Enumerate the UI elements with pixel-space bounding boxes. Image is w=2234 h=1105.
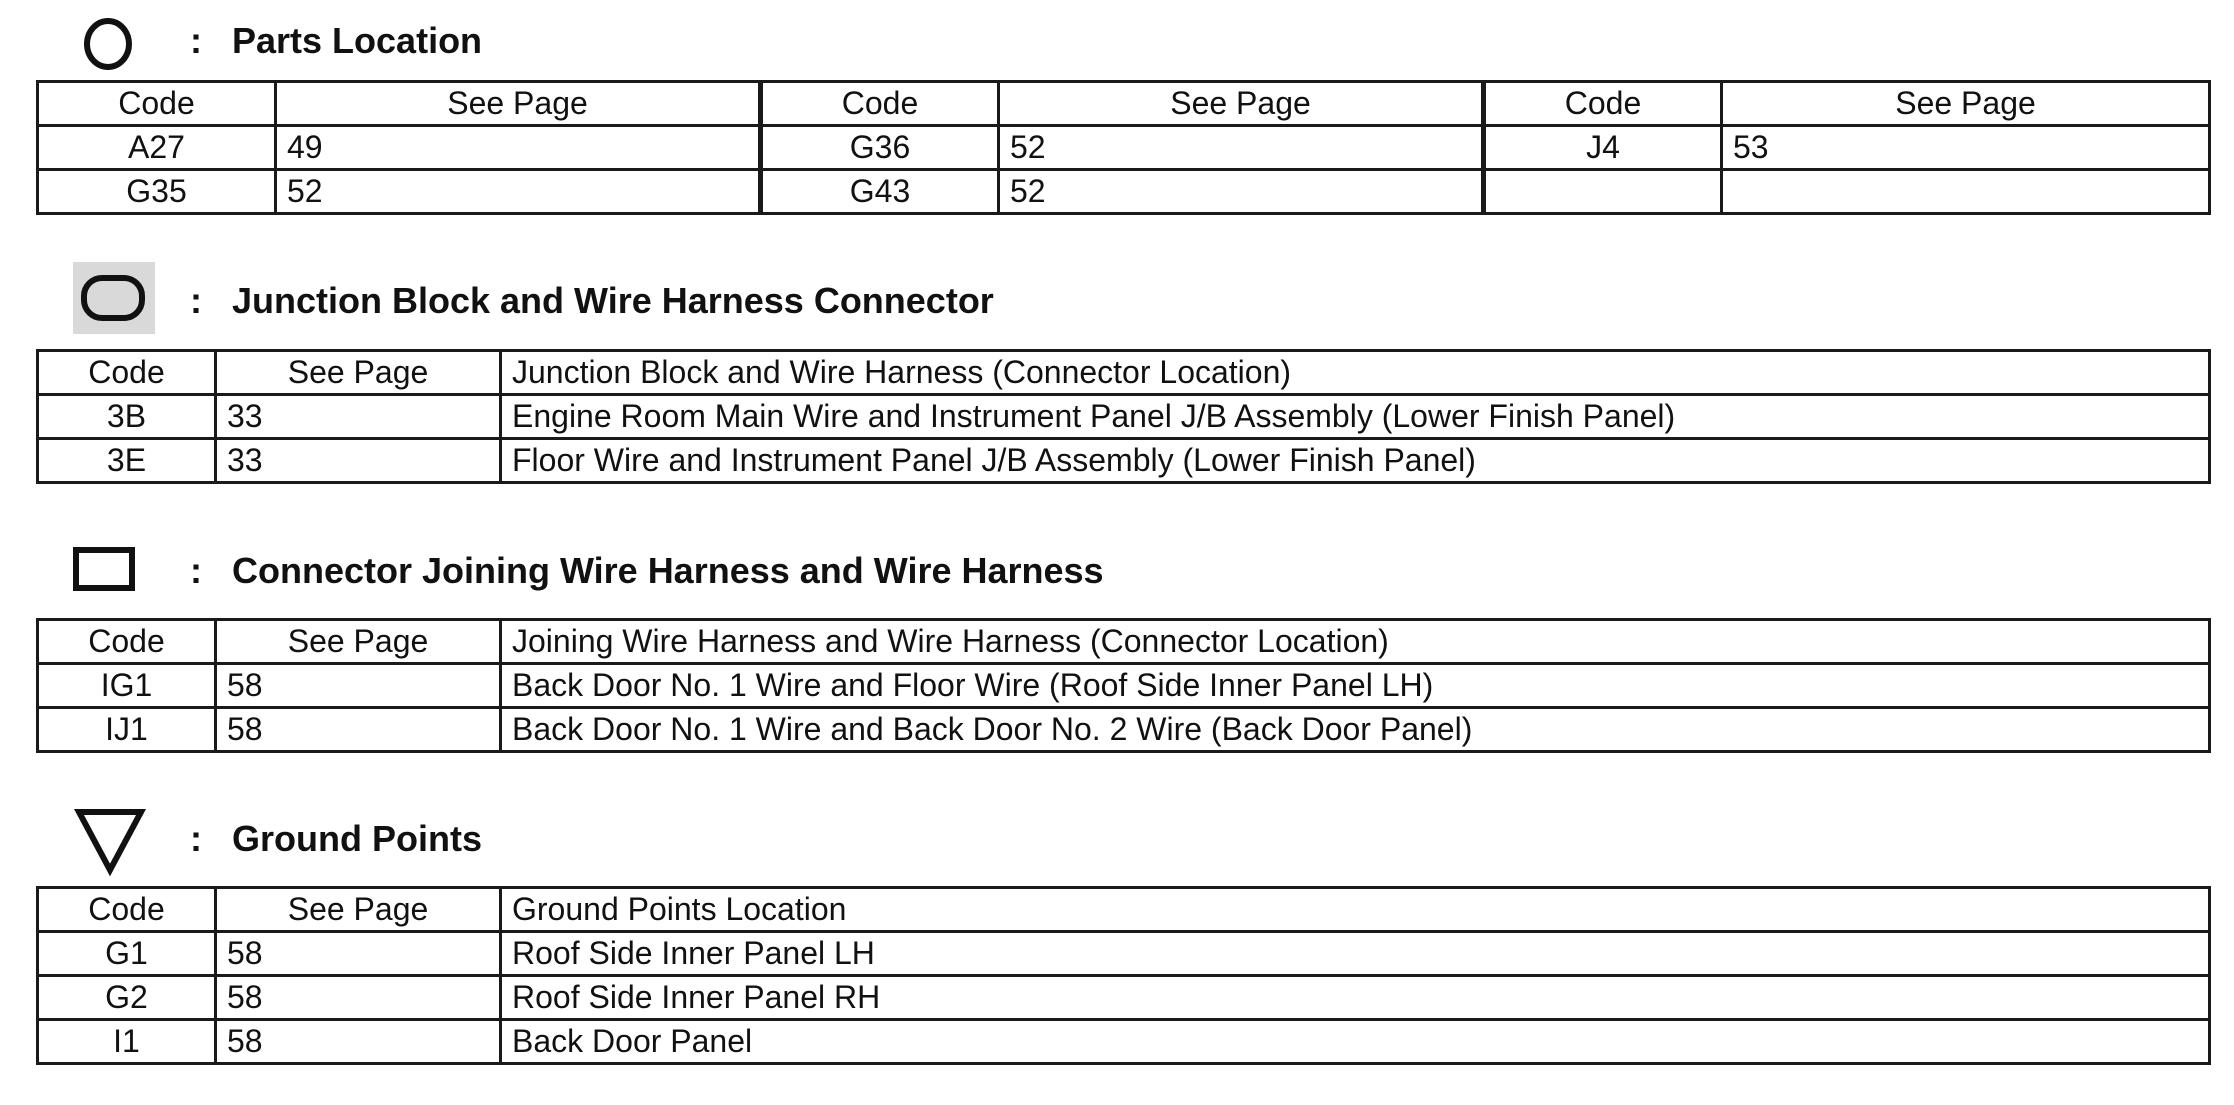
table-row — [38, 932, 2210, 976]
page-cell: 52 — [999, 126, 1484, 170]
table-header-row — [38, 888, 2210, 932]
page-cell — [1722, 170, 2210, 214]
page-cell: 58 — [216, 976, 501, 1020]
code-cell: IG1 — [38, 664, 216, 708]
junction-block-header — [0, 262, 1400, 332]
page-cell: 33 — [216, 439, 501, 483]
section-colon: : — [190, 20, 202, 61]
header-code: Code — [38, 620, 216, 664]
table-row — [38, 395, 2210, 439]
page-cell: 58 — [216, 708, 501, 752]
description-cell: Back Door No. 1 Wire and Floor Wire (Roof Side Inner Panel LH) — [501, 664, 2210, 708]
parts-location-header — [0, 0, 1400, 70]
parts-location-table — [36, 80, 2211, 215]
description-cell: Back Door No. 1 Wire and Back Door No. 2 Wire (Back Door Panel) — [501, 708, 2210, 752]
circle-icon — [73, 8, 155, 80]
table-row — [38, 708, 2210, 752]
triangle-down-icon — [73, 806, 155, 878]
header-see-page: See Page — [999, 82, 1484, 126]
page-cell: 58 — [216, 664, 501, 708]
page-cell: 52 — [276, 170, 761, 214]
description-cell: Engine Room Main Wire and Instrument Panel J/B Assembly (Lower Finish Panel) — [501, 395, 2210, 439]
ground-points-table — [36, 886, 2211, 1065]
junction-block-table — [36, 349, 2211, 484]
section-title: Parts Location — [232, 20, 483, 61]
page-cell: 52 — [999, 170, 1484, 214]
description-cell: Roof Side Inner Panel LH — [501, 932, 2210, 976]
table-header-row — [38, 351, 2210, 395]
table-row — [38, 170, 2210, 214]
ground-points-header — [0, 802, 1400, 872]
code-cell: G2 — [38, 976, 216, 1020]
header-code: Code — [38, 888, 216, 932]
code-cell — [1484, 170, 1722, 214]
page-cell: 53 — [1722, 126, 2210, 170]
section-title: Ground Points — [232, 818, 482, 859]
table-row — [38, 664, 2210, 708]
description-cell: Floor Wire and Instrument Panel J/B Assembly (Lower Finish Panel) — [501, 439, 2210, 483]
header-code: Code — [38, 82, 276, 126]
connector-joining-header — [0, 534, 1400, 604]
code-cell: 3E — [38, 439, 216, 483]
section-title: Connector Joining Wire Harness and Wire Harness — [232, 550, 1104, 591]
rectangle-icon — [73, 534, 155, 606]
page-cell: 33 — [216, 395, 501, 439]
header-code: Code — [761, 82, 999, 126]
code-cell: 3B — [38, 395, 216, 439]
page-cell: 49 — [276, 126, 761, 170]
table-header-row — [38, 82, 2210, 126]
header-description: Junction Block and Wire Harness (Connector Location) — [501, 351, 2210, 395]
code-cell: G1 — [38, 932, 216, 976]
code-cell: A27 — [38, 126, 276, 170]
code-cell: J4 — [1484, 126, 1722, 170]
section-title: Junction Block and Wire Harness Connector — [232, 280, 994, 321]
header-see-page: See Page — [1722, 82, 2210, 126]
header-code: Code — [38, 351, 216, 395]
code-cell: G36 — [761, 126, 999, 170]
header-description: Joining Wire Harness and Wire Harness (Connector Location) — [501, 620, 2210, 664]
description-cell: Roof Side Inner Panel RH — [501, 976, 2210, 1020]
page-cell: 58 — [216, 932, 501, 976]
header-see-page: See Page — [216, 888, 501, 932]
table-row — [38, 439, 2210, 483]
connector-joining-table — [36, 618, 2211, 753]
page-cell: 58 — [216, 1020, 501, 1064]
description-cell: Back Door Panel — [501, 1020, 2210, 1064]
header-code: Code — [1484, 82, 1722, 126]
header-see-page: See Page — [216, 620, 501, 664]
section-colon: : — [190, 550, 202, 591]
header-description: Ground Points Location — [501, 888, 2210, 932]
code-cell: G43 — [761, 170, 999, 214]
rounded-rect-icon — [73, 262, 155, 334]
table-header-row — [38, 620, 2210, 664]
code-cell: IJ1 — [38, 708, 216, 752]
table-row — [38, 976, 2210, 1020]
section-colon: : — [190, 818, 202, 859]
code-cell: I1 — [38, 1020, 216, 1064]
header-see-page: See Page — [276, 82, 761, 126]
code-cell: G35 — [38, 170, 276, 214]
table-row — [38, 126, 2210, 170]
section-colon: : — [190, 280, 202, 321]
table-row — [38, 1020, 2210, 1064]
header-see-page: See Page — [216, 351, 501, 395]
